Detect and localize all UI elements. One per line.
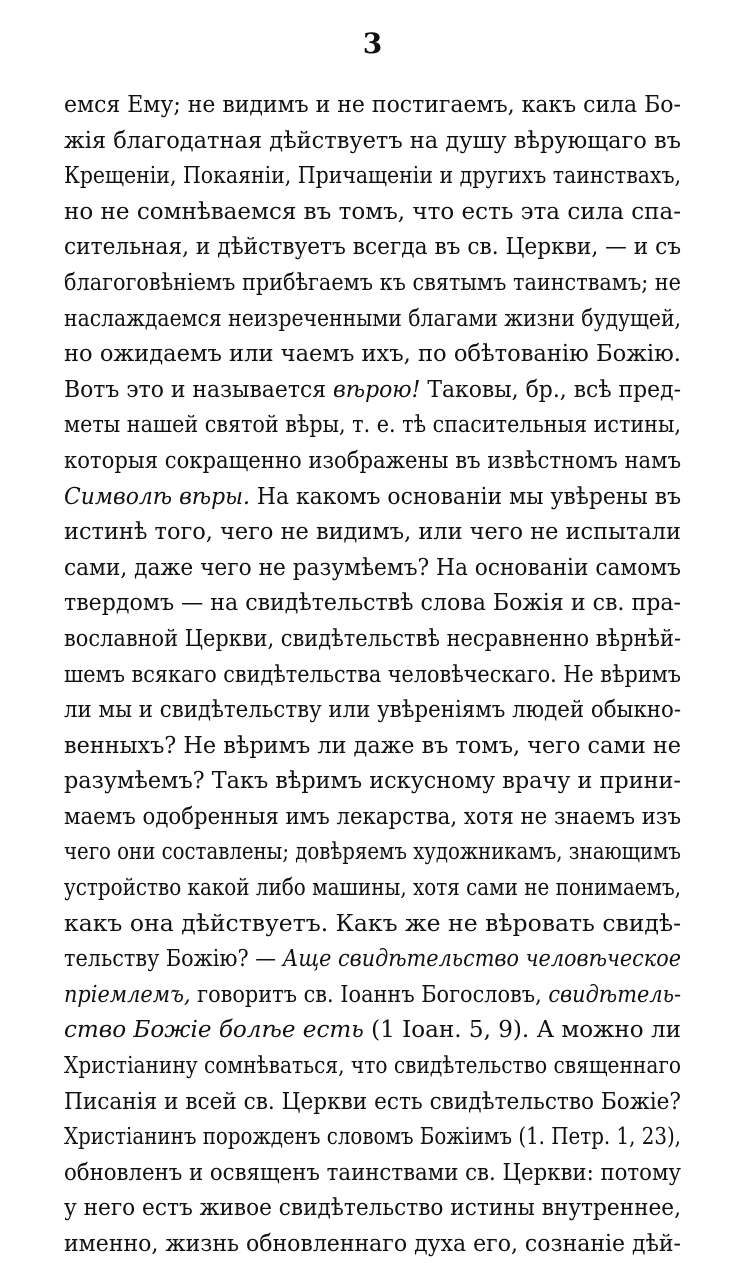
text-segment: наслаждаемся неизреченными благами жизни будущей, [64, 305, 682, 332]
text-segment: венныхъ? Не вѣримъ ли даже въ томъ, чего сами не [64, 732, 681, 759]
text-line [64, 1013, 681, 1049]
text-line [64, 266, 681, 302]
text-segment: разумѣемъ? Такъ вѣримъ искусному врачу и прини- [64, 768, 681, 795]
text-segment: маемъ одобренныя имъ лекарства, хотя не знаемъ изъ [64, 803, 682, 830]
text-segment: На какомъ основаніи мы увѣрены въ [249, 483, 681, 510]
text-segment: которыя сокращенно изображены въ извѣстномъ намъ [64, 447, 682, 474]
italic-segment: ство Божіе болѣе есть [64, 1017, 364, 1044]
text-segment: тельству Божію? — [64, 946, 283, 973]
text-line [64, 124, 681, 160]
text-line [64, 693, 681, 729]
text-line [64, 230, 681, 266]
text-segment: истинѣ того, чего не видимъ, или чего не испытали [64, 519, 681, 546]
text-segment: у него естъ живое свидѣтельство истины внутреннее, [64, 1195, 681, 1222]
text-segment: обновленъ и освященъ таинствами св. Церкви: потому [64, 1159, 682, 1186]
text-segment: (1 Іоан. 5, 9). А можно ли [363, 1017, 682, 1044]
text-line [64, 408, 681, 444]
text-line [64, 729, 681, 765]
text-line [64, 871, 681, 907]
body-text [64, 88, 681, 1263]
text-line [64, 195, 681, 231]
text-line [64, 978, 681, 1014]
italic-segment: вѣрою! [333, 376, 421, 403]
text-line [64, 337, 681, 373]
text-line [64, 88, 681, 124]
text-line [64, 1049, 681, 1085]
italic-segment: пріемлемъ, [64, 981, 191, 1008]
text-segment: именно, жизнь обновленнаго духа его, сознаніе дѣй- [64, 1231, 682, 1257]
text-line [64, 658, 681, 694]
text-segment: благоговѣніемъ прибѣгаемъ къ святымъ таинствамъ; не [64, 269, 681, 296]
text-segment: Христіанинъ порожденъ словомъ Божіимъ (1. Петр. 1, 23), [64, 1124, 681, 1151]
text-line [64, 515, 681, 551]
text-segment: Писанія и всей св. Церкви есть свидѣтельство Божіе? [64, 1088, 681, 1115]
text-segment: но ожидаемъ или чаемъ ихъ, по обѣтованію Божію. [64, 341, 681, 368]
italic-segment: свидѣтель- [548, 981, 681, 1008]
text-segment: твердомъ — на свидѣтельствѣ слова Божія и св. пра- [64, 590, 682, 617]
text-line [64, 586, 681, 622]
text-segment: но не сомнѣваемся въ томъ, что есть эта сила спа- [64, 198, 682, 225]
text-segment: Крещеніи, Покаяніи, Причащеніи и другихъ таинствахъ, [64, 163, 682, 190]
text-segment: жія благодатная дѣйствуетъ на душу вѣрующаго въ [64, 127, 681, 154]
text-line [64, 1120, 681, 1156]
text-segment: Таковы, бр., всѣ пред- [420, 376, 681, 403]
text-segment: чего они составлены; довѣряемъ художникамъ, знающимъ [64, 839, 681, 866]
text-segment: сами, даже чего не разумѣемъ? На основаніи самомъ [64, 554, 681, 581]
text-segment: ли мы и свидѣтельству или увѣреніямъ людей обыкно- [64, 697, 682, 724]
text-line [64, 1085, 681, 1121]
text-segment: вославной Церкви, свидѣтельствѣ несравненно вѣрнѣй- [64, 625, 682, 652]
text-segment: Вотъ это и называется [64, 376, 334, 403]
text-segment: шемъ всякаго свидѣтельства человѣческаго. Не вѣримъ [64, 661, 681, 688]
text-line [64, 373, 681, 409]
text-segment: меты нашей святой вѣры, т. е. тѣ спасительныя истины, [64, 412, 681, 439]
text-line [64, 1227, 681, 1263]
text-line [64, 622, 681, 658]
text-line [64, 1156, 681, 1192]
text-line [64, 551, 681, 587]
text-line [64, 444, 681, 480]
text-line [64, 159, 681, 195]
text-segment: какъ она дѣйствуетъ. Какъ же не вѣровать свидѣ- [64, 910, 682, 937]
text-line [64, 302, 681, 338]
text-segment: сительная, и дѣйствуетъ всегда въ св. Церкви, — и съ [64, 234, 682, 261]
text-line [64, 480, 681, 516]
text-line [64, 764, 681, 800]
text-line [64, 800, 681, 836]
text-line [64, 835, 681, 871]
text-segment: говоритъ св. Іоаннъ Богословъ, [190, 981, 549, 1008]
text-segment: Христіанину сомнѣваться, что свидѣтельство священнаго [64, 1053, 681, 1080]
italic-segment: Аще свидѣтельство человѣческое [282, 946, 681, 973]
text-segment: емся Ему; не видимъ и не постигаемъ, какъ сила Бо- [64, 92, 681, 118]
italic-segment: Символѣ вѣры. [64, 483, 250, 510]
text-line [64, 1191, 681, 1227]
text-line [64, 942, 681, 978]
page-number: 3 [362, 27, 383, 60]
text-segment: устройство какой либо машины, хотя сами не понимаемъ, [64, 875, 681, 902]
text-line [64, 907, 681, 943]
